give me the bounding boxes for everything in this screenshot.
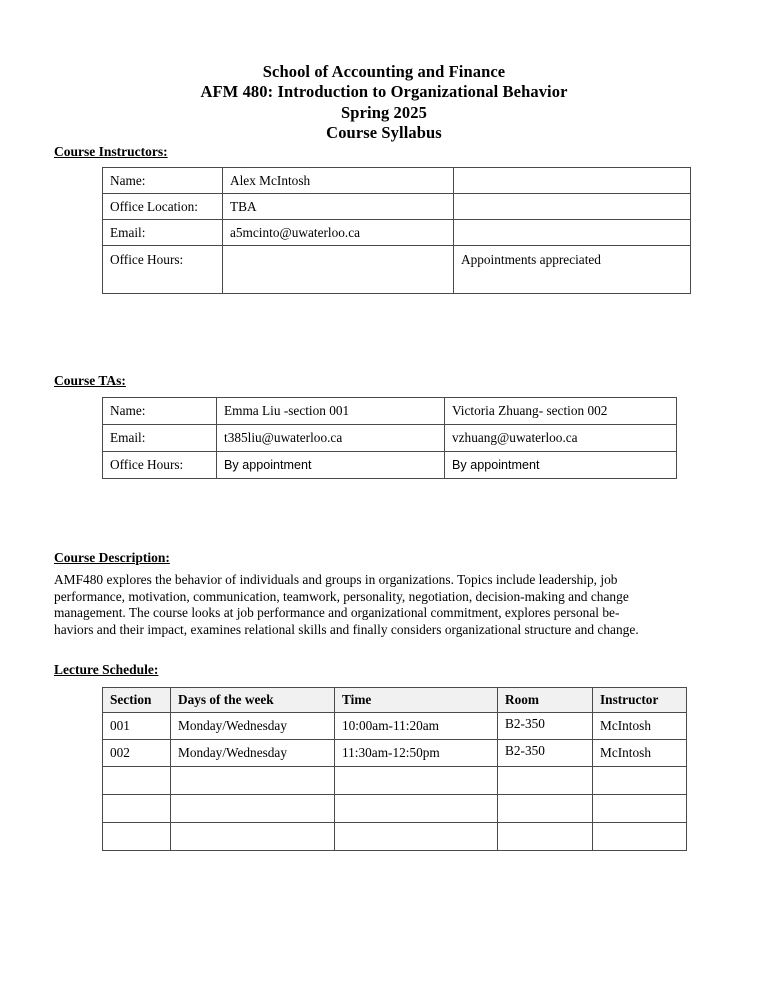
cell-room [498, 823, 593, 851]
column-header-section: Section [103, 688, 171, 713]
lecture-schedule-table [102, 687, 687, 851]
instructor-row-extra [454, 194, 691, 220]
course-description-text [54, 572, 714, 638]
column-header-days: Days of the week [171, 688, 335, 713]
instructor-row-extra [454, 220, 691, 246]
course-instructors-table [102, 167, 691, 294]
ta-row-label: Office Hours: [103, 452, 217, 479]
heading-course-description: Course Description: [54, 550, 170, 565]
instructor-row-value: TBA [223, 194, 454, 220]
table-row [103, 246, 691, 294]
document-title-block [0, 62, 768, 143]
table-row [103, 220, 691, 246]
description-line: management. The course looks at job performance and organizational commitment, explores personal be- [54, 605, 620, 621]
cell-instructor [593, 823, 687, 851]
cell-instructor [593, 767, 687, 795]
instructor-row-label: Office Hours: [103, 246, 223, 294]
cell-days: Monday/Wednesday [171, 713, 335, 740]
instructor-row-extra [454, 168, 691, 194]
table-row [103, 823, 687, 851]
instructor-row-value: Alex McIntosh [223, 168, 454, 194]
heading-course-tas: Course TAs: [54, 373, 126, 388]
cell-time: 11:30am-12:50pm [335, 740, 498, 767]
instructor-row-value: a5mcinto@uwaterloo.ca [223, 220, 454, 246]
instructor-row-extra: Appointments appreciated [454, 246, 691, 294]
cell-days: Monday/Wednesday [171, 740, 335, 767]
table-header-row [103, 688, 687, 713]
table-row [103, 425, 677, 452]
description-line: haviors and their impact, examines relational skills and finally considers organizational structure and change. [54, 621, 639, 637]
table-row [103, 452, 677, 479]
course-tas-table [102, 397, 677, 479]
cell-instructor [593, 795, 687, 823]
instructor-row-label: Office Location: [103, 194, 223, 220]
cell-room: B2-350 [498, 713, 593, 740]
heading-lecture-schedule: Lecture Schedule: [54, 662, 159, 677]
title-line-doctype: Course Syllabus [326, 122, 442, 142]
column-header-instructor: Instructor [593, 688, 687, 713]
instructor-row-label: Name: [103, 168, 223, 194]
cell-room [498, 767, 593, 795]
ta-row-ta2: By appointment [445, 452, 677, 479]
cell-days [171, 823, 335, 851]
cell-time [335, 767, 498, 795]
table-row [103, 168, 691, 194]
title-line-course: AFM 480: Introduction to Organizational Behavior [200, 82, 568, 102]
cell-section [103, 795, 171, 823]
cell-time [335, 823, 498, 851]
table-row [103, 795, 687, 823]
cell-instructor: McIntosh [593, 740, 687, 767]
ta-row-ta2: Victoria Zhuang- section 002 [445, 398, 677, 425]
column-header-time: Time [335, 688, 498, 713]
instructor-row-value [223, 246, 454, 294]
table-row [103, 713, 687, 740]
heading-course-instructors: Course Instructors: [54, 144, 168, 159]
table-row [103, 767, 687, 795]
ta-row-label: Email: [103, 425, 217, 452]
ta-row-ta1: t385liu@uwaterloo.ca [217, 425, 445, 452]
ta-row-ta2: vzhuang@uwaterloo.ca [445, 425, 677, 452]
ta-row-label: Name: [103, 398, 217, 425]
ta-row-ta1: By appointment [217, 452, 445, 479]
cell-days [171, 795, 335, 823]
ta-row-ta1: Emma Liu -section 001 [217, 398, 445, 425]
cell-days [171, 767, 335, 795]
description-line: AMF480 explores the behavior of individuals and groups in organizations. Topics include leadership, job [54, 572, 618, 587]
table-row [103, 194, 691, 220]
table-row [103, 740, 687, 767]
description-line: performance, motivation, communication, teamwork, personality, negotiation, decision-making and change [54, 588, 629, 604]
cell-room [498, 795, 593, 823]
cell-room: B2-350 [498, 740, 593, 767]
column-header-room: Room [498, 688, 593, 713]
cell-time [335, 795, 498, 823]
cell-section: 001 [103, 713, 171, 740]
cell-instructor: McIntosh [593, 713, 687, 740]
instructor-row-label: Email: [103, 220, 223, 246]
cell-section [103, 823, 171, 851]
title-line-term: Spring 2025 [341, 102, 427, 122]
table-row [103, 398, 677, 425]
cell-time: 10:00am-11:20am [335, 713, 498, 740]
title-line-school: School of Accounting and Finance [262, 62, 506, 81]
cell-section: 002 [103, 740, 171, 767]
cell-section [103, 767, 171, 795]
